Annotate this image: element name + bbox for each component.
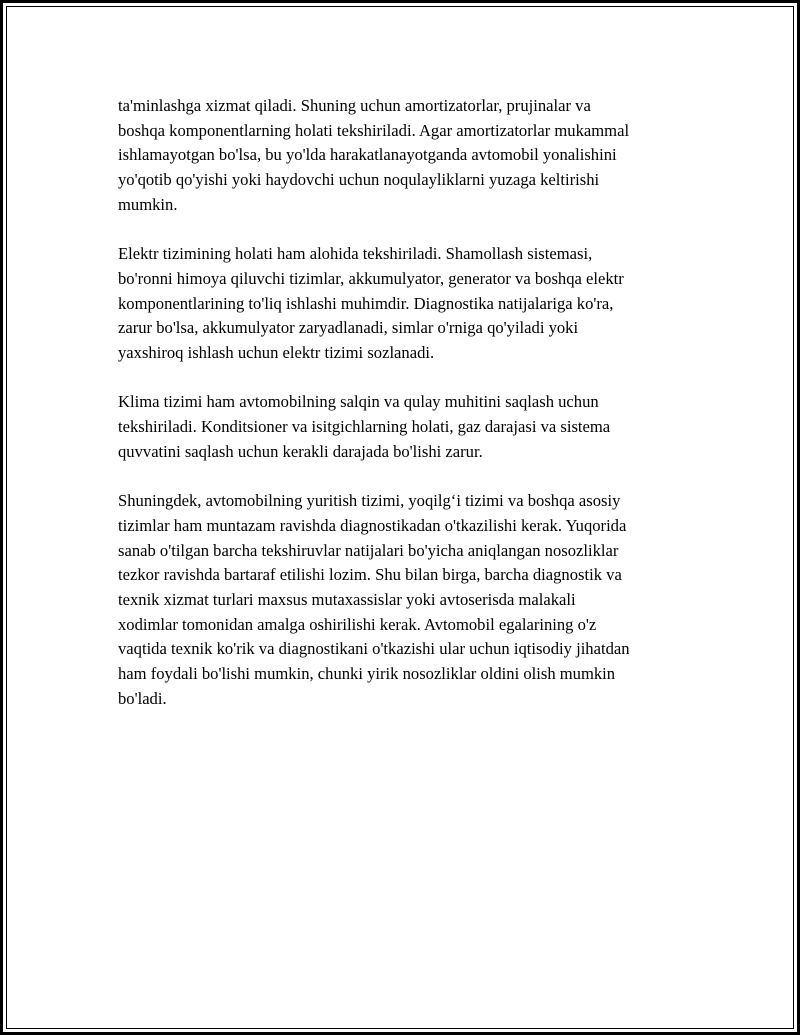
paragraph-climate-system: Klima tizimi ham avtomobilning salqin va qulay muhitini saqlash uchun tekshiriladi. Konditsioner va isitgichlarning holati, gaz darajasi va sistema quvvatini saqlash uchun kerakli darajada bo'lishi zarur. bbox=[118, 392, 611, 461]
paragraph-general-diagnostics: Shuningdek, avtomobilning yuritish tizimi, yoqilg‘i tizimi va boshqa asosiy tizimlar ham muntazam ravishda diagnostikadan o'tkazilishi kerak. Yuqorida sanab o'tilgan barcha tekshiruvlar natijalari bo'yicha aniqlangan nosozliklar tezkor ravishda bartaraf etilishi lozim. Shu bilan birga, barcha diagnostik va texnik xizmat turlari maxsus mutaxassislar yoki avtoserisda malakali xodimlar tomonidan amalga oshirilishi kerak. Avtomobil egalarining o'z vaqtida texnik ko'rik va diagnostikani o'tkazishi ular uchun iqtisodiy jihatdan ham foydali bo'lishi mumkin, chunki yirik nosozliklar oldini olish mumkin bo'ladi. bbox=[118, 491, 630, 708]
paragraph-suspension: ta'minlashga xizmat qiladi. Shuning uchun amortizatorlar, prujinalar va boshqa komponentlarning holati tekshiriladi. Agar amortizatorlar mukammal ishlamayotgan bo'lsa, bu yo'lda harakatlanayotganda avtomobil yonalishini yo'qotib qo'yishi yoki haydovchi uchun noqulayliklarni yuzaga keltirishi mumkin. bbox=[118, 96, 630, 214]
paragraph-electrical-system: Elektr tizimining holati ham alohida tekshiriladi. Shamollash sistemasi, bo'ronni himoya qiluvchi tizimlar, akkumulyator, generator va boshqa elektr komponentlarining to'liq ishlashi muhimdir. Diagnostika natijalariga ko'ra, zarur bo'lsa, akkumulyator zaryadlanadi, simlar o'rniga qo'yiladi yoki yaxshiroq ishlash uchun elektr tizimi sozlanadi. bbox=[118, 244, 624, 363]
document-body bbox=[118, 94, 718, 736]
